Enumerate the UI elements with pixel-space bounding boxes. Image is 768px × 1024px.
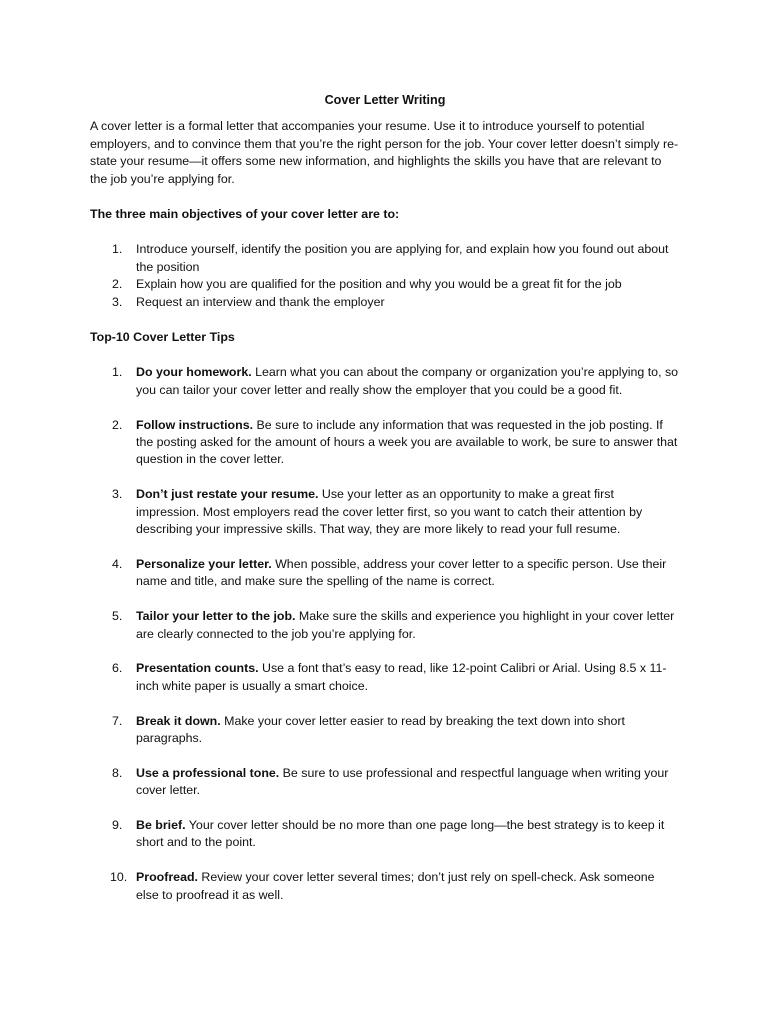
objective-number: 3. bbox=[112, 294, 123, 309]
tip-number: 7. bbox=[112, 713, 123, 728]
objective-number: 1. bbox=[112, 242, 123, 257]
tip-number: 6. bbox=[112, 661, 123, 676]
tip-number: 2. bbox=[112, 417, 123, 432]
tips-heading: Top-10 Cover Letter Tips bbox=[90, 330, 235, 345]
objective-item bbox=[90, 241, 680, 276]
tip-text: Use your letter as an opportunity to make a great first impression. Most employers read the cover letter first, so you want to catch their attention by describing your impressive skills. That way, they are more likely to read your full resume. bbox=[136, 487, 643, 537]
tip-lead: Presentation counts. bbox=[136, 661, 259, 676]
tip-text: When possible, address your cover letter to a specific person. Use their name and title, and make sure the spelling of the name is correct. bbox=[136, 556, 667, 589]
tip-item bbox=[90, 765, 680, 800]
tip-number: 5. bbox=[112, 609, 123, 624]
tip-text: Be sure to use professional and respectful language when writing your cover letter. bbox=[136, 765, 669, 798]
objective-item bbox=[90, 276, 680, 293]
tip-lead: Follow instructions. bbox=[136, 417, 254, 432]
tip-lead: Break it down. bbox=[136, 713, 221, 728]
objectives-heading: The three main objectives of your cover letter are to: bbox=[90, 207, 400, 222]
tip-item bbox=[90, 364, 680, 399]
tip-text: Your cover letter should be no more than one page long—the best strategy is to keep it short and to the point. bbox=[136, 817, 665, 850]
tip-item bbox=[90, 817, 680, 852]
tip-item bbox=[90, 869, 680, 904]
tip-item bbox=[90, 608, 680, 643]
tip-number: 3. bbox=[112, 487, 123, 502]
tip-number: 9. bbox=[112, 817, 123, 832]
tip-text: Review your cover letter several times; don’t just rely on spell-check. Ask someone else to proofread it as well. bbox=[136, 870, 655, 902]
tip-number: 4. bbox=[112, 556, 123, 571]
tip-lead: Use a professional tone. bbox=[136, 765, 280, 780]
tip-number: 10. bbox=[110, 870, 128, 885]
objective-text: Introduce yourself, identify the position you are applying for, and explain how you found out about the position bbox=[136, 242, 669, 274]
objective-item bbox=[90, 294, 680, 311]
tip-text: Learn what you can about the company or organization you’re applying to, so you can tailor your cover letter and really show the employer that you could be a good fit. bbox=[136, 365, 679, 397]
objective-number: 2. bbox=[112, 277, 123, 292]
document-title: Cover Letter Writing bbox=[324, 93, 446, 107]
tip-item bbox=[90, 713, 680, 748]
tip-item bbox=[90, 486, 680, 538]
tip-text: Make sure the skills and experience you highlight in your cover letter are clearly connected to the job you’re applying for. bbox=[136, 609, 675, 641]
tip-text: Make your cover letter easier to read by breaking the text down into short paragraphs. bbox=[136, 713, 625, 745]
document-page bbox=[90, 92, 680, 921]
tip-item bbox=[90, 417, 680, 469]
tip-item bbox=[90, 660, 680, 695]
tip-text: Be sure to include any information that was requested in the job posting. If the posting asked for the amount of hours a week you are available to work, be sure to answer that question in the cover letter. bbox=[136, 417, 678, 467]
tip-lead: Tailor your letter to the job. bbox=[136, 609, 296, 624]
tip-number: 8. bbox=[112, 765, 123, 780]
tips-list bbox=[90, 364, 680, 903]
tip-lead: Personalize your letter. bbox=[136, 556, 272, 571]
tip-number: 1. bbox=[112, 365, 123, 380]
tip-lead: Proofread. bbox=[136, 870, 198, 885]
tip-lead: Be brief. bbox=[136, 817, 186, 832]
tip-lead: Do your homework. bbox=[136, 365, 252, 380]
objectives-list bbox=[90, 241, 680, 311]
objective-text: Explain how you are qualified for the position and why you would be a great fit for the job bbox=[136, 277, 622, 292]
objective-text: Request an interview and thank the employer bbox=[136, 294, 385, 309]
intro-paragraph: A cover letter is a formal letter that accompanies your resume. Use it to introduce yourself to potential employers, and to convince them that you’re the right person for the job. Your cover letter doesn’t simply re-state your resume—it offers some new information, and highlights the skills you have that are relevant to the job you’re applying for. bbox=[90, 119, 679, 186]
tip-text: Use a font that’s easy to read, like 12-point Calibri or Arial. Using 8.5 x 11-inch white paper is usually a smart choice. bbox=[136, 661, 667, 693]
tip-item bbox=[90, 556, 680, 591]
tip-lead: Don’t just restate your resume. bbox=[136, 487, 319, 502]
